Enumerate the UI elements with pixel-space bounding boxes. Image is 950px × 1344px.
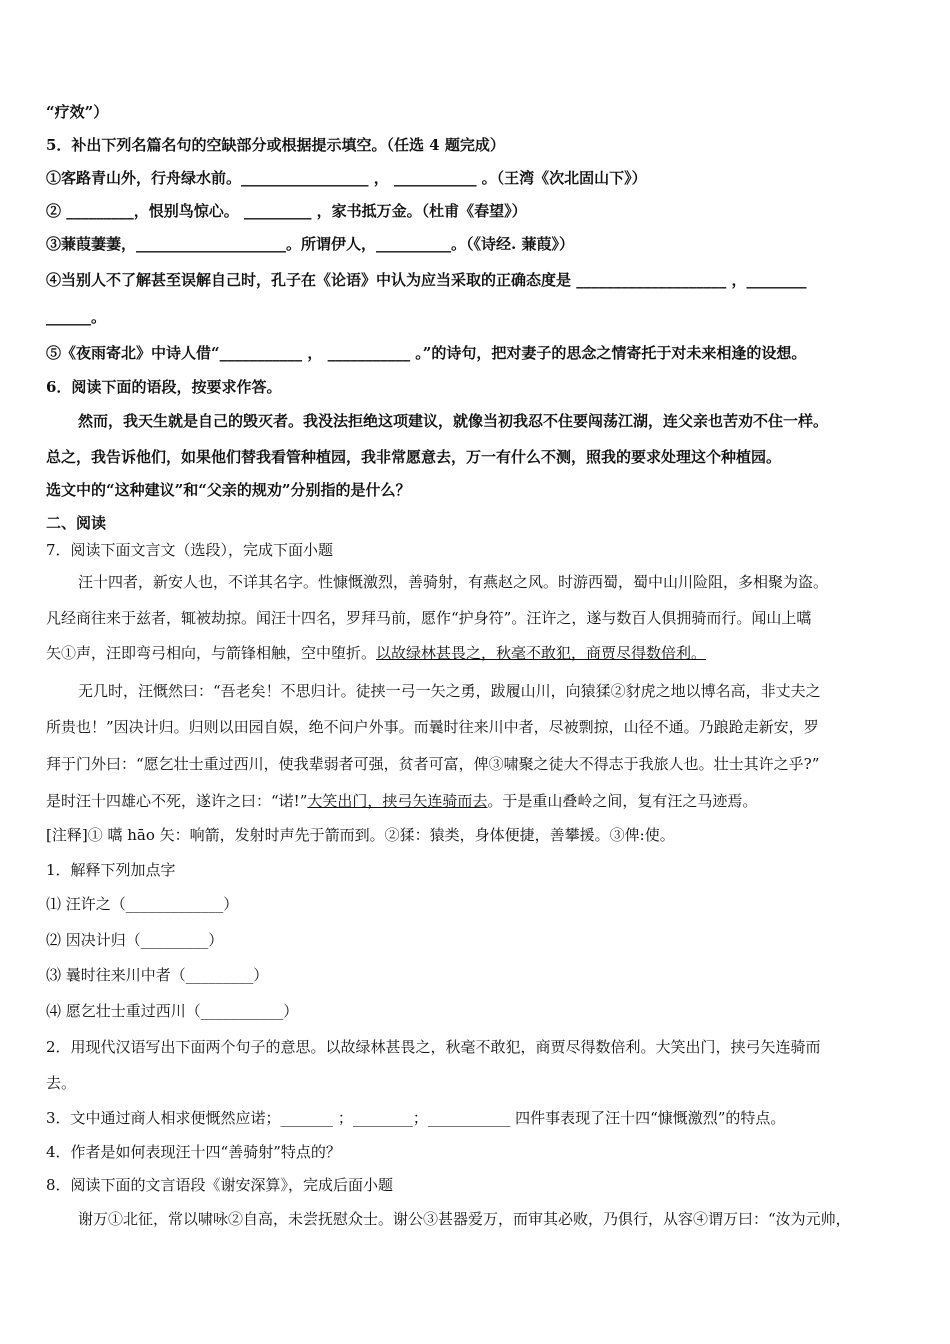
question-5-item-3: ③蒹葭萋萋，____________________。所谓伊人，__________。（《诗经. 蒹葭》） [46, 235, 574, 253]
question-5-item-1: ①客路青山外，行舟绿水前。_________________ ， ___________ 。（王湾《次北固山下》） [46, 169, 647, 187]
passage-line: 所贵也！”因决计归。归则以田园自娱，绝不问户外事。而曩时往来川中者，尽被剽掠，山径不通。乃踉跄走新安，罗 [46, 718, 819, 736]
passage-line [46, 642, 706, 664]
passage-line: 总之，我告诉他们，如果他们替我看管种植园，我非常愿意去，万一有什么不测，照我的要求处理这个种植园。 [46, 448, 782, 466]
subquestion-1: 1．解释下列加点字 [46, 861, 176, 879]
question-8-heading: 8．阅读下面的文言语段《谢安深算》，完成后面小题 [46, 1176, 394, 1194]
passage-line: 拜于门外曰：“愿乞壮士重过西川，使我辈弱者可强，贫者可富，俾③啸聚之徒大不得志于我旅人也。壮士其许之乎?” [46, 755, 820, 773]
subquestion-4: 4．作者是如何表现汪十四“善骑射”特点的？ [46, 1143, 341, 1161]
underlined-sentence: 以故绿林甚畏之，秋毫不敢犯，商贾尽得数倍利。 [376, 644, 707, 662]
question-5-item-4-cont: ______。 [46, 308, 107, 326]
passage-line [46, 790, 757, 812]
question-7-heading: 7．阅读下面文言文（选段），完成下面小题 [46, 541, 334, 559]
passage-line: 汪十四者，新安人也，不详其名字。性慷慨激烈，善骑射，有燕赵之风。时游西蜀，蜀中山川险阻，多相聚为盗。 [78, 573, 829, 591]
subquestion-2-cont: 去。 [46, 1074, 77, 1092]
underlined-sentence: 大笑出门，挟弓矢连骑而去 [307, 792, 488, 810]
question-6-prompt: 选文中的“这种建议”和“父亲的规劝”分别指的是什么？ [46, 481, 411, 499]
annotation-note: [注释]① 嚆 hāo 矢：响箭，发射时声先于箭而到。②猱：猿类，身体便捷，善攀援。③俾:使。 [46, 826, 675, 844]
passage-text: 。于是重山叠岭之间，复有汪之马迹焉。 [487, 792, 758, 810]
section-heading-reading: 二、阅读 [46, 514, 107, 532]
text-line: “疗效”） [46, 103, 109, 121]
passage-text: 矢①声，汪即弯弓相向，与箭锋相触，空中堕折。 [46, 644, 377, 662]
passage-text: 是时汪十四雄心不死，遂许之曰：“诺!” [46, 792, 308, 810]
question-5-item-5: ⑤《夜雨寄北》中诗人借“___________ ， ___________ 。”的诗句，把对妻子的思念之情寄托于对未来相逢的设想。 [46, 344, 807, 362]
subquestion-1-item: ⑵ 因决计归（_________） [46, 931, 224, 949]
passage-line: 谢万①北征，常以啸咏②自高，未尝抚慰众士。谢公③甚器爱万，而审其必败，乃俱行，从容④谓万曰：“汝为元帅， [78, 1210, 851, 1228]
question-6-heading: 6．阅读下面的语段，按要求作答。 [46, 378, 282, 396]
subquestion-1-item: ⑴ 汪许之（_____________） [46, 895, 239, 913]
subquestion-1-item: ⑶ 曩时往来川中者（_________） [46, 966, 269, 984]
passage-line: 凡经商往来于兹者，辄被劫掠。闻汪十四名，罗拜马前，愿作“护身符”。汪许之，遂与数百人俱拥骑而行。闻山上嚆 [46, 609, 812, 627]
question-5-item-2: ② _________，恨别鸟惊心。 _________ ，家书抵万金。（杜甫《春望》） [46, 202, 527, 220]
subquestion-3: 3．文中通过商人相求便慨然应诺；_______ ；________；___________ 四件事表现了汪十四“慷慨激烈”的特点。 [46, 1109, 786, 1127]
question-5-item-4: ④当别人不了解甚至误解自己时，孔子在《论语》中认为应当采取的正确态度是 ____________________ ，________ [46, 271, 807, 289]
passage-line: 无几时，汪慨然曰：“吾老矣！不思归计。徒挟一弓一矢之勇，跋履山川，向猿猱②豺虎之地以博名高，非丈夫之 [78, 682, 821, 700]
subquestion-2: 2．用现代汉语写出下面两个句子的意思。以故绿林甚畏之，秋毫不敢犯，商贾尽得数倍利。大笑出门，挟弓矢连骑而 [46, 1038, 821, 1056]
question-5-heading: 5．补出下列名篇名句的空缺部分或根据提示填空。（任选 4 题完成） [46, 136, 505, 154]
passage-line: 然而，我天生就是自己的毁灭者。我没法拒绝这项建议，就像当初我忍不住要闯荡江湖，连父亲也苦劝不住一样。 [78, 412, 829, 430]
subquestion-1-item: ⑷ 愿乞壮士重过西川（___________） [46, 1002, 299, 1020]
